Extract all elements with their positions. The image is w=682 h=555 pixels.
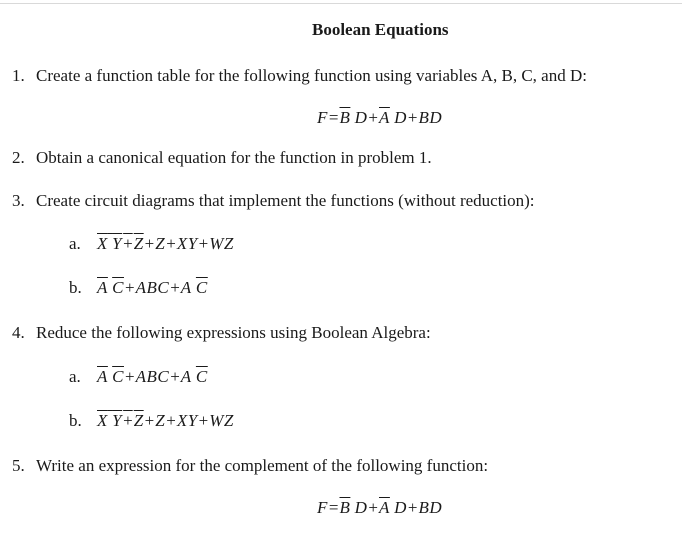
equation-f-5: $F=\overline{B}$ $D+\overline{A}$ D+BD [317,498,443,517]
equation-f-1: $F=\overline{B}$ $D+\overline{A}$ D+BD [317,108,443,127]
problem-number: 1. [12,66,25,85]
problem-4 [12,323,431,343]
page-title: Boolean Equations [312,20,449,39]
problem-number: 5. [12,456,25,475]
problem-number: 4. [12,323,25,342]
problem-text: Create circuit diagrams that implement the functions (without reduction): [36,191,535,210]
problem-2 [12,148,432,168]
problem-text: Obtain a canonical equation for the function in problem 1. [36,148,432,167]
sub-letter: a. [69,234,81,253]
sub-letter: a. [69,367,81,386]
problem-3 [12,191,535,211]
problem-text: Write an expression for the complement of the following function: [36,456,489,475]
sub-letter: b. [69,278,82,297]
problem-3b: b. $\overline{A}$ $\overline{C}+ABC+A$ $\overline{C}$ [69,278,208,297]
problem-3a: a. X Y+Z+Z+XY+WZ [69,234,234,253]
top-divider [0,3,682,4]
problem-5 [12,456,488,476]
problem-number: 2. [12,148,25,167]
problem-text: Create a function table for the following function using variables A, B, C, and D: [36,66,587,85]
problem-text: Reduce the following expressions using Boolean Algebra: [36,323,431,342]
problem-4b: b. X Y+Z+Z+XY+WZ [69,411,234,430]
problem-1 [12,66,587,86]
problem-4a: a. $\overline{A}$ $\overline{C}+ABC+A$ $\overline{C}$ [69,367,208,386]
problem-number: 3. [12,191,25,210]
sub-letter: b. [69,411,82,430]
